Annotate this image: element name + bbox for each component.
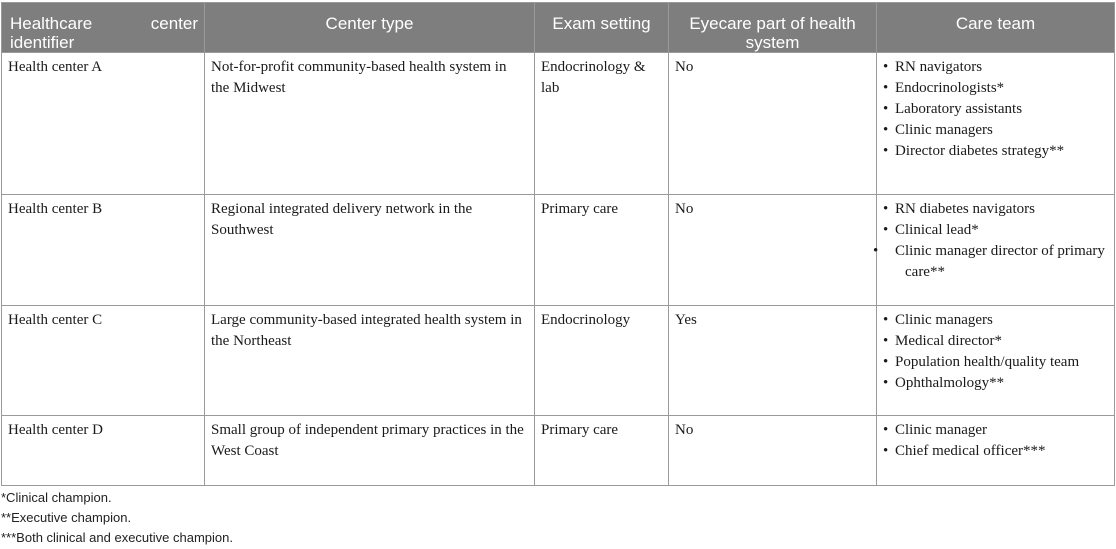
footnote-executive: **Executive champion. — [1, 510, 132, 525]
care-team-item: • Chief medical officer*** — [883, 441, 1108, 462]
header-center-type: Center type — [205, 3, 535, 53]
care-team-item: • Clinic manager — [883, 420, 1108, 441]
cell-exam-setting: Primary care — [535, 416, 669, 486]
cell-identifier: Health center A — [2, 53, 205, 195]
table-row — [2, 306, 1115, 416]
table-row — [2, 53, 1115, 195]
cell-exam-setting: Endocrinology — [535, 306, 669, 416]
cell-identifier: Health center B — [2, 195, 205, 306]
cell-care-team — [877, 306, 1115, 416]
cell-eyecare: No — [669, 195, 877, 306]
header-row — [2, 3, 1115, 53]
cell-center-type: Small group of independent primary practices in the West Coast — [205, 416, 535, 486]
healthcare-centers-table — [1, 2, 1115, 486]
cell-care-team — [877, 195, 1115, 306]
care-team-list — [883, 310, 1108, 394]
care-team-item: • Clinic managers — [883, 120, 1108, 141]
care-team-item: • Clinic managers — [883, 310, 1108, 331]
cell-care-team — [877, 416, 1115, 486]
footnote-clinical: *Clinical champion. — [1, 490, 112, 505]
care-team-item: • Population health/quality team — [883, 352, 1108, 373]
cell-exam-setting: Endocrinology & lab — [535, 53, 669, 195]
care-team-list — [883, 199, 1108, 283]
care-team-item: • Endocrinologists* — [883, 78, 1108, 99]
table-row — [2, 416, 1115, 486]
header-identifier: Healthcare center identifier — [2, 3, 205, 53]
cell-center-type: Not-for-profit community-based health system in the Midwest — [205, 53, 535, 195]
care-team-item: • Medical director* — [883, 331, 1108, 352]
table-row — [2, 195, 1115, 306]
care-team-item: • Director diabetes strategy** — [883, 141, 1108, 162]
care-team-list — [883, 57, 1108, 162]
care-team-item: • Laboratory assistants — [883, 99, 1108, 120]
care-team-item: • RN navigators — [883, 57, 1108, 78]
header-care-team: Care team — [877, 3, 1115, 53]
cell-identifier: Health center D — [2, 416, 205, 486]
care-team-item: • Ophthalmology** — [883, 373, 1108, 394]
cell-eyecare: Yes — [669, 306, 877, 416]
cell-center-type: Large community-based integrated health system in the Northeast — [205, 306, 535, 416]
header-exam-setting: Exam setting — [535, 3, 669, 53]
cell-center-type: Regional integrated delivery network in the Southwest — [205, 195, 535, 306]
cell-eyecare: No — [669, 416, 877, 486]
care-team-item: • Clinical lead* — [883, 220, 1108, 241]
footnote-both: ***Both clinical and executive champion. — [1, 530, 233, 545]
cell-care-team — [877, 53, 1115, 195]
table-footnotes — [1, 488, 233, 548]
care-team-item: • Clinic manager director of primary care** — [883, 241, 1108, 283]
cell-exam-setting: Primary care — [535, 195, 669, 306]
cell-eyecare: No — [669, 53, 877, 195]
header-eyecare: Eyecare part of health system — [669, 3, 877, 53]
care-team-list — [883, 420, 1108, 462]
care-team-item: • RN diabetes navigators — [883, 199, 1108, 220]
cell-identifier: Health center C — [2, 306, 205, 416]
